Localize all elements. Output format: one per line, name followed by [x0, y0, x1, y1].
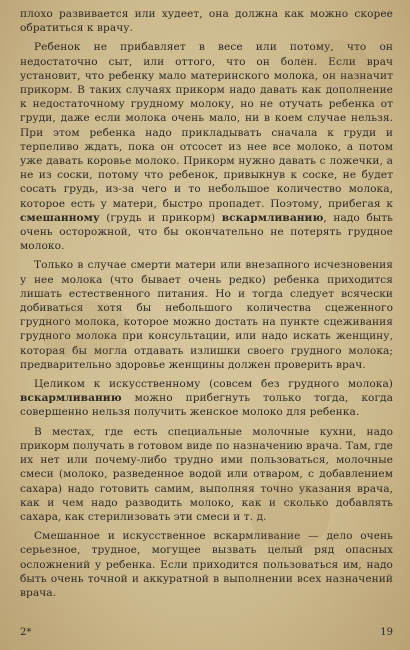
- page-number: 19: [380, 627, 393, 638]
- emphasized-term: смешанному: [20, 211, 100, 224]
- paragraph: [20, 377, 393, 420]
- text-run: Ребенок не прибавляет в весе или потому, что он недостаточно сыт, или оттого, что он болен. Если врач установит, что ребенку мало материнского молока, он назначит прикорм. В таких случаях прикорм надо давать как дополнение к недостаточному грудному молоку, но не отучать ребенка от груди, даже если молока очень мало, ни в коем случае нельзя. При этом ребенка надо прикладывать сначала к груди и терпеливо ждать, пока он отсосет из нее все молоко, а потом уже давать коровье молоко. Прикорм нужно давать с ложечки, а не из соски, потому что ребенок, привыкнув к соске, не будет сосать грудь, из-за чего и то небольшое количество молока, которое есть у матери, быстро пропадет. Поэтому, прибегая к: [20, 41, 393, 210]
- text-run: Только в случае смерти матери или внезапного исчезновения у нее молока (что бывает очень редко) ребенка приходится лишать естественного питания. Но и тогда следует всячески добиваться хотя бы небольшого количества сцеженного грудного молока, которое можно достать на пункте сцеживания грудного молока при консультации, или надо искать женщину, которая бы могла отдавать излишки своего грудного молока; предварительно здоровье женщины должен проверить врач.: [20, 259, 393, 371]
- paragraph: [20, 529, 393, 600]
- paragraph: [20, 425, 393, 524]
- text-run: (грудь и прикорм): [99, 211, 222, 224]
- text-run: В местах, где есть специальные молочные кухни, надо прикорм получать в готовом виде по назначению врача. Там, где их нет или почему-либо трудно ими пользоваться, молочные смеси (молоко, разведенное водой или отваром, с добавлением сахара) надо готовить самим, выполняя точно указания врача, как и чем надо разводить молоко, как и сколько добавлять сахара, как стерилизовать эти смеси и т. д.: [20, 425, 393, 523]
- page-footer: [20, 627, 393, 638]
- emphasized-term: вскармливанию: [221, 211, 324, 224]
- printer-signature-mark: 2*: [20, 627, 32, 638]
- paragraph: [20, 7, 393, 35]
- paper-stain: [300, 40, 370, 90]
- text-run: , надо быть очень осторожной, что бы окончательно не потерять грудное молоко.: [20, 211, 393, 253]
- paper-stain: [250, 480, 330, 550]
- text-run: Смешанное и искусственное вскармливание — дело очень серьезное, трудное, могущее вызвать целый ряд опасных осложнений у ребенка. Если приходится пользоваться им, надо быть очень точной и аккуратной в выполнении всех назначений врача.: [20, 530, 393, 599]
- text-run: плохо развивается или худеет, она должна как можно скорее обратиться к врачу.: [20, 8, 393, 35]
- emphasized-term: вскармливанию: [20, 392, 122, 405]
- paper-stain: [40, 300, 130, 360]
- text-run: можно прибегнуть только тогда, когда совершенно нельзя получить женское молоко для ребенка.: [20, 392, 393, 419]
- text-run: Целиком к искусственному (совсем без грудного молока): [34, 378, 393, 391]
